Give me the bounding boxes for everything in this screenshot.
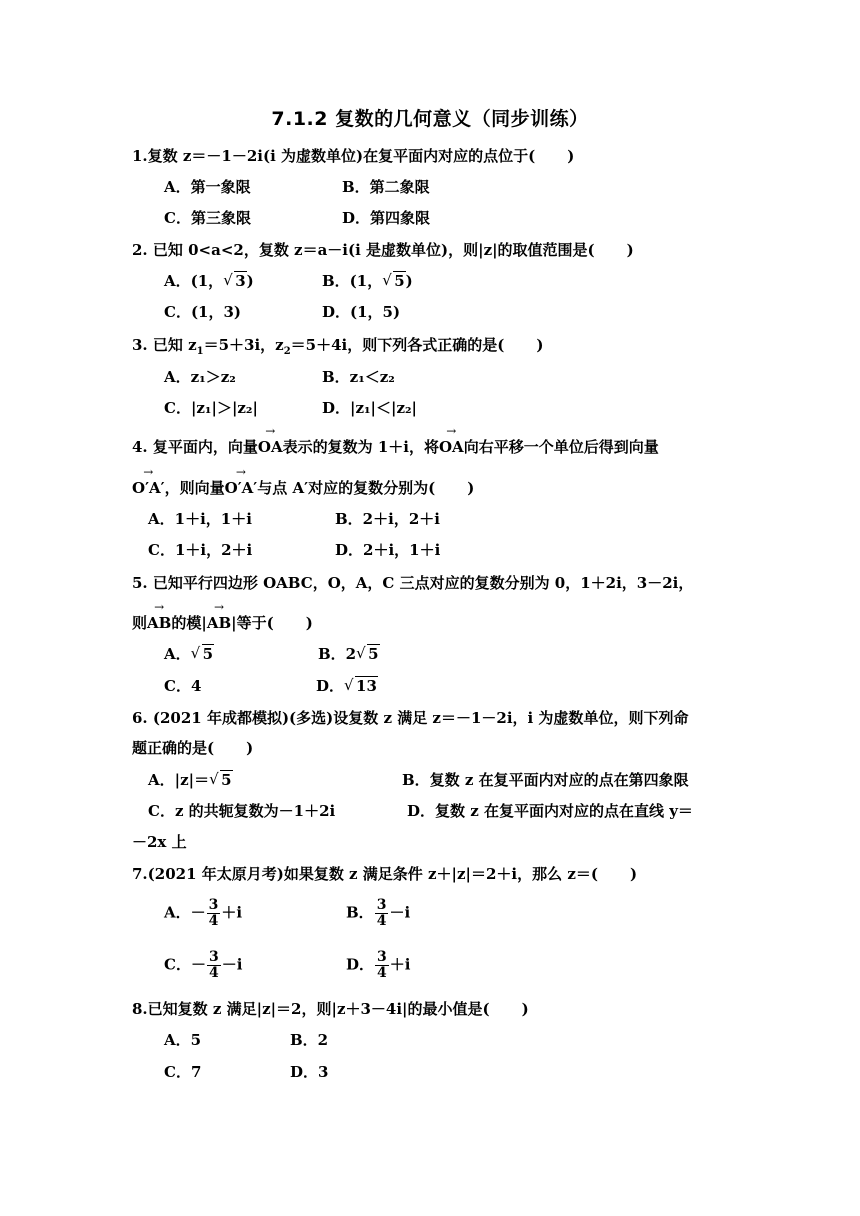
question-close-paren: ): [246, 739, 254, 757]
question-2-stem: [132, 240, 732, 260]
option-text: ): [246, 272, 254, 290]
sqrt-sign: [383, 271, 405, 291]
option-text: B．(1，: [322, 272, 383, 290]
q4-option-d: D．2＋i，1＋i: [335, 541, 441, 559]
page-title: 7.1.2 复数的几何意义（同步训练）: [271, 108, 589, 130]
vector-o-prime-a-prime: → O′A′: [225, 478, 258, 498]
numerator: 3: [208, 949, 219, 965]
question-text: 向右平移一个单位后得到向量: [463, 438, 659, 456]
fraction: [375, 898, 389, 929]
question-text: |等于(: [231, 614, 274, 632]
option-text: C．－: [164, 955, 206, 974]
q6-option-a: [148, 770, 233, 790]
question-text: ＝5＋4i，则下列各式正确的是(: [290, 336, 505, 354]
q7-option-a: [164, 898, 242, 929]
fraction: [375, 950, 389, 981]
question-8-stem: [132, 999, 732, 1019]
vector-ab: → AB: [147, 613, 171, 633]
sqrt-sign: [357, 644, 379, 664]
question-6-line-1: 6. (2021 年成都模拟)(多选)设复数 z 满足 z＝－1－2i，i 为虚数单位，则下列命: [132, 709, 689, 727]
option-text: ): [405, 272, 413, 290]
q2-option-a: [164, 271, 254, 291]
q8-option-a: A．5: [164, 1031, 202, 1049]
q3-option-a: A．z₁＞z₂: [164, 368, 236, 386]
question-1-stem: [132, 146, 732, 166]
question-5-line-2: [132, 613, 732, 633]
question-6-line-2: [132, 738, 732, 758]
subscript: 2: [283, 346, 291, 357]
radicand: 3: [235, 272, 246, 290]
q5-option-c: C．4: [164, 677, 202, 695]
q2-option-b: [322, 271, 413, 291]
q8-option-b: B．2: [290, 1031, 329, 1049]
question-4-line-1: [132, 437, 732, 457]
radicand: 5: [368, 645, 379, 663]
fraction: [207, 950, 221, 981]
q1-option-b: B．第二象限: [342, 178, 430, 196]
question-text: 题正确的是(: [132, 739, 215, 757]
numerator: 3: [208, 897, 219, 913]
question-close-paren: ): [629, 865, 638, 883]
q6-option-c: C．z 的共轭复数为－1＋2i: [148, 802, 336, 820]
question-7-stem: [132, 864, 732, 884]
option-text: A．|z|＝: [148, 771, 210, 789]
question-text: ＝5＋3i，z: [203, 336, 284, 354]
question-text: 7.(2021 年太原月考)如果复数 z 满足条件 z＋|z|＝2＋i，那么 z＝(: [132, 865, 598, 883]
q5-option-a: [164, 644, 214, 664]
option-text: A．－: [164, 903, 206, 922]
option-text: ＋i: [221, 903, 243, 922]
sqrt-sign: [224, 271, 246, 291]
question-close-paren: ): [305, 614, 313, 632]
q7-option-c: [164, 950, 242, 981]
question-close-paren: ): [467, 479, 475, 497]
q5-option-b: [318, 644, 380, 664]
question-text: 8.已知复数 z 满足|z|＝2，则|z＋3－4i|的最小值是(: [132, 1000, 490, 1018]
q1-option-d: D．第四象限: [342, 209, 431, 227]
subscript: 1: [196, 346, 204, 357]
q3-option-d: D．|z₁|＜|z₂|: [322, 399, 418, 417]
vector-oa: → OA: [439, 437, 464, 457]
numerator: 3: [376, 897, 387, 913]
question-text: 与点 A′对应的复数分别为(: [257, 479, 436, 497]
q7-option-d: [346, 950, 410, 981]
q1-option-a: A．第一象限: [164, 178, 251, 196]
q4-option-a: A．1＋i，1＋i: [148, 510, 252, 528]
option-text: A．(1，: [164, 272, 224, 290]
sqrt-sign: [192, 644, 214, 664]
radicand: 5: [202, 645, 214, 663]
q7-option-b: [346, 898, 410, 929]
question-close-paren: ): [536, 336, 544, 354]
question-text: 1.复数 z＝－1－2i(i 为虚数单位)在复平面内对应的点位于(: [132, 147, 536, 165]
q2-option-c: C．(1，3): [164, 303, 242, 321]
question-text: 则: [132, 614, 148, 632]
radicand: 5: [394, 272, 405, 290]
question-close-paren: ): [626, 241, 634, 259]
option-text: D．: [316, 677, 345, 695]
question-text: 3. 已知 z: [132, 336, 197, 354]
question-text: 表示的复数为 1＋i，将: [282, 438, 439, 456]
question-close-paren: ): [521, 1000, 529, 1018]
question-3-stem: [132, 335, 732, 362]
vector-ab: → AB: [207, 613, 231, 633]
option-text: D．: [346, 955, 375, 974]
q5-option-d: [316, 676, 378, 696]
denominator: 4: [377, 965, 387, 981]
question-text: 4. 复平面内，向量: [132, 438, 258, 456]
denominator: 4: [208, 913, 219, 929]
sqrt-sign: [210, 770, 232, 790]
option-text: B．2: [318, 645, 357, 663]
question-text: ，则向量: [164, 479, 225, 497]
sqrt-sign: [345, 676, 378, 696]
q2-option-d: D．(1，5): [322, 303, 401, 321]
q3-option-c: C．|z₁|＞|z₂|: [164, 399, 258, 417]
question-4-line-2: [132, 478, 732, 498]
q1-option-c: C．第三象限: [164, 209, 251, 227]
question-text: 2. 已知 0<a<2，复数 z＝a－i(i 是虚数单位)，则|z|的取值范围是(: [132, 241, 595, 259]
numerator: 3: [377, 949, 387, 965]
option-text: －i: [389, 903, 411, 922]
q8-option-c: C．7: [164, 1063, 202, 1081]
question-text: 的模|: [171, 614, 207, 632]
question-close-paren: ): [567, 147, 575, 165]
q8-option-d: D．3: [290, 1063, 329, 1081]
radicand: 5: [221, 771, 232, 789]
q4-option-b: B．2＋i，2＋i: [335, 510, 440, 528]
question-5-line-1: 5. 已知平行四边形 OABC，O，A，C 三点对应的复数分别为 0，1＋2i，3－2i，: [132, 574, 694, 592]
option-text: A．: [164, 645, 191, 663]
q4-option-c: C．1＋i，2＋i: [148, 541, 253, 559]
radicand: 13: [356, 677, 377, 695]
q3-option-b: B．z₁＜z₂: [322, 368, 395, 386]
q6-option-d-line-2: －2x 上: [132, 833, 187, 851]
denominator: 4: [376, 913, 387, 929]
q6-option-d-line-1: D．复数 z 在复平面内对应的点在直线 y＝: [407, 802, 693, 820]
vector-o-prime-a-prime: → O′A′: [132, 478, 165, 498]
fraction: [207, 898, 221, 929]
option-text: －i: [221, 955, 243, 974]
q6-option-b: B．复数 z 在复平面内对应的点在第四象限: [402, 771, 689, 789]
denominator: 4: [208, 965, 219, 981]
option-text: B．: [346, 903, 374, 922]
option-text: ＋i: [389, 955, 411, 974]
vector-oa: → OA: [258, 437, 283, 457]
